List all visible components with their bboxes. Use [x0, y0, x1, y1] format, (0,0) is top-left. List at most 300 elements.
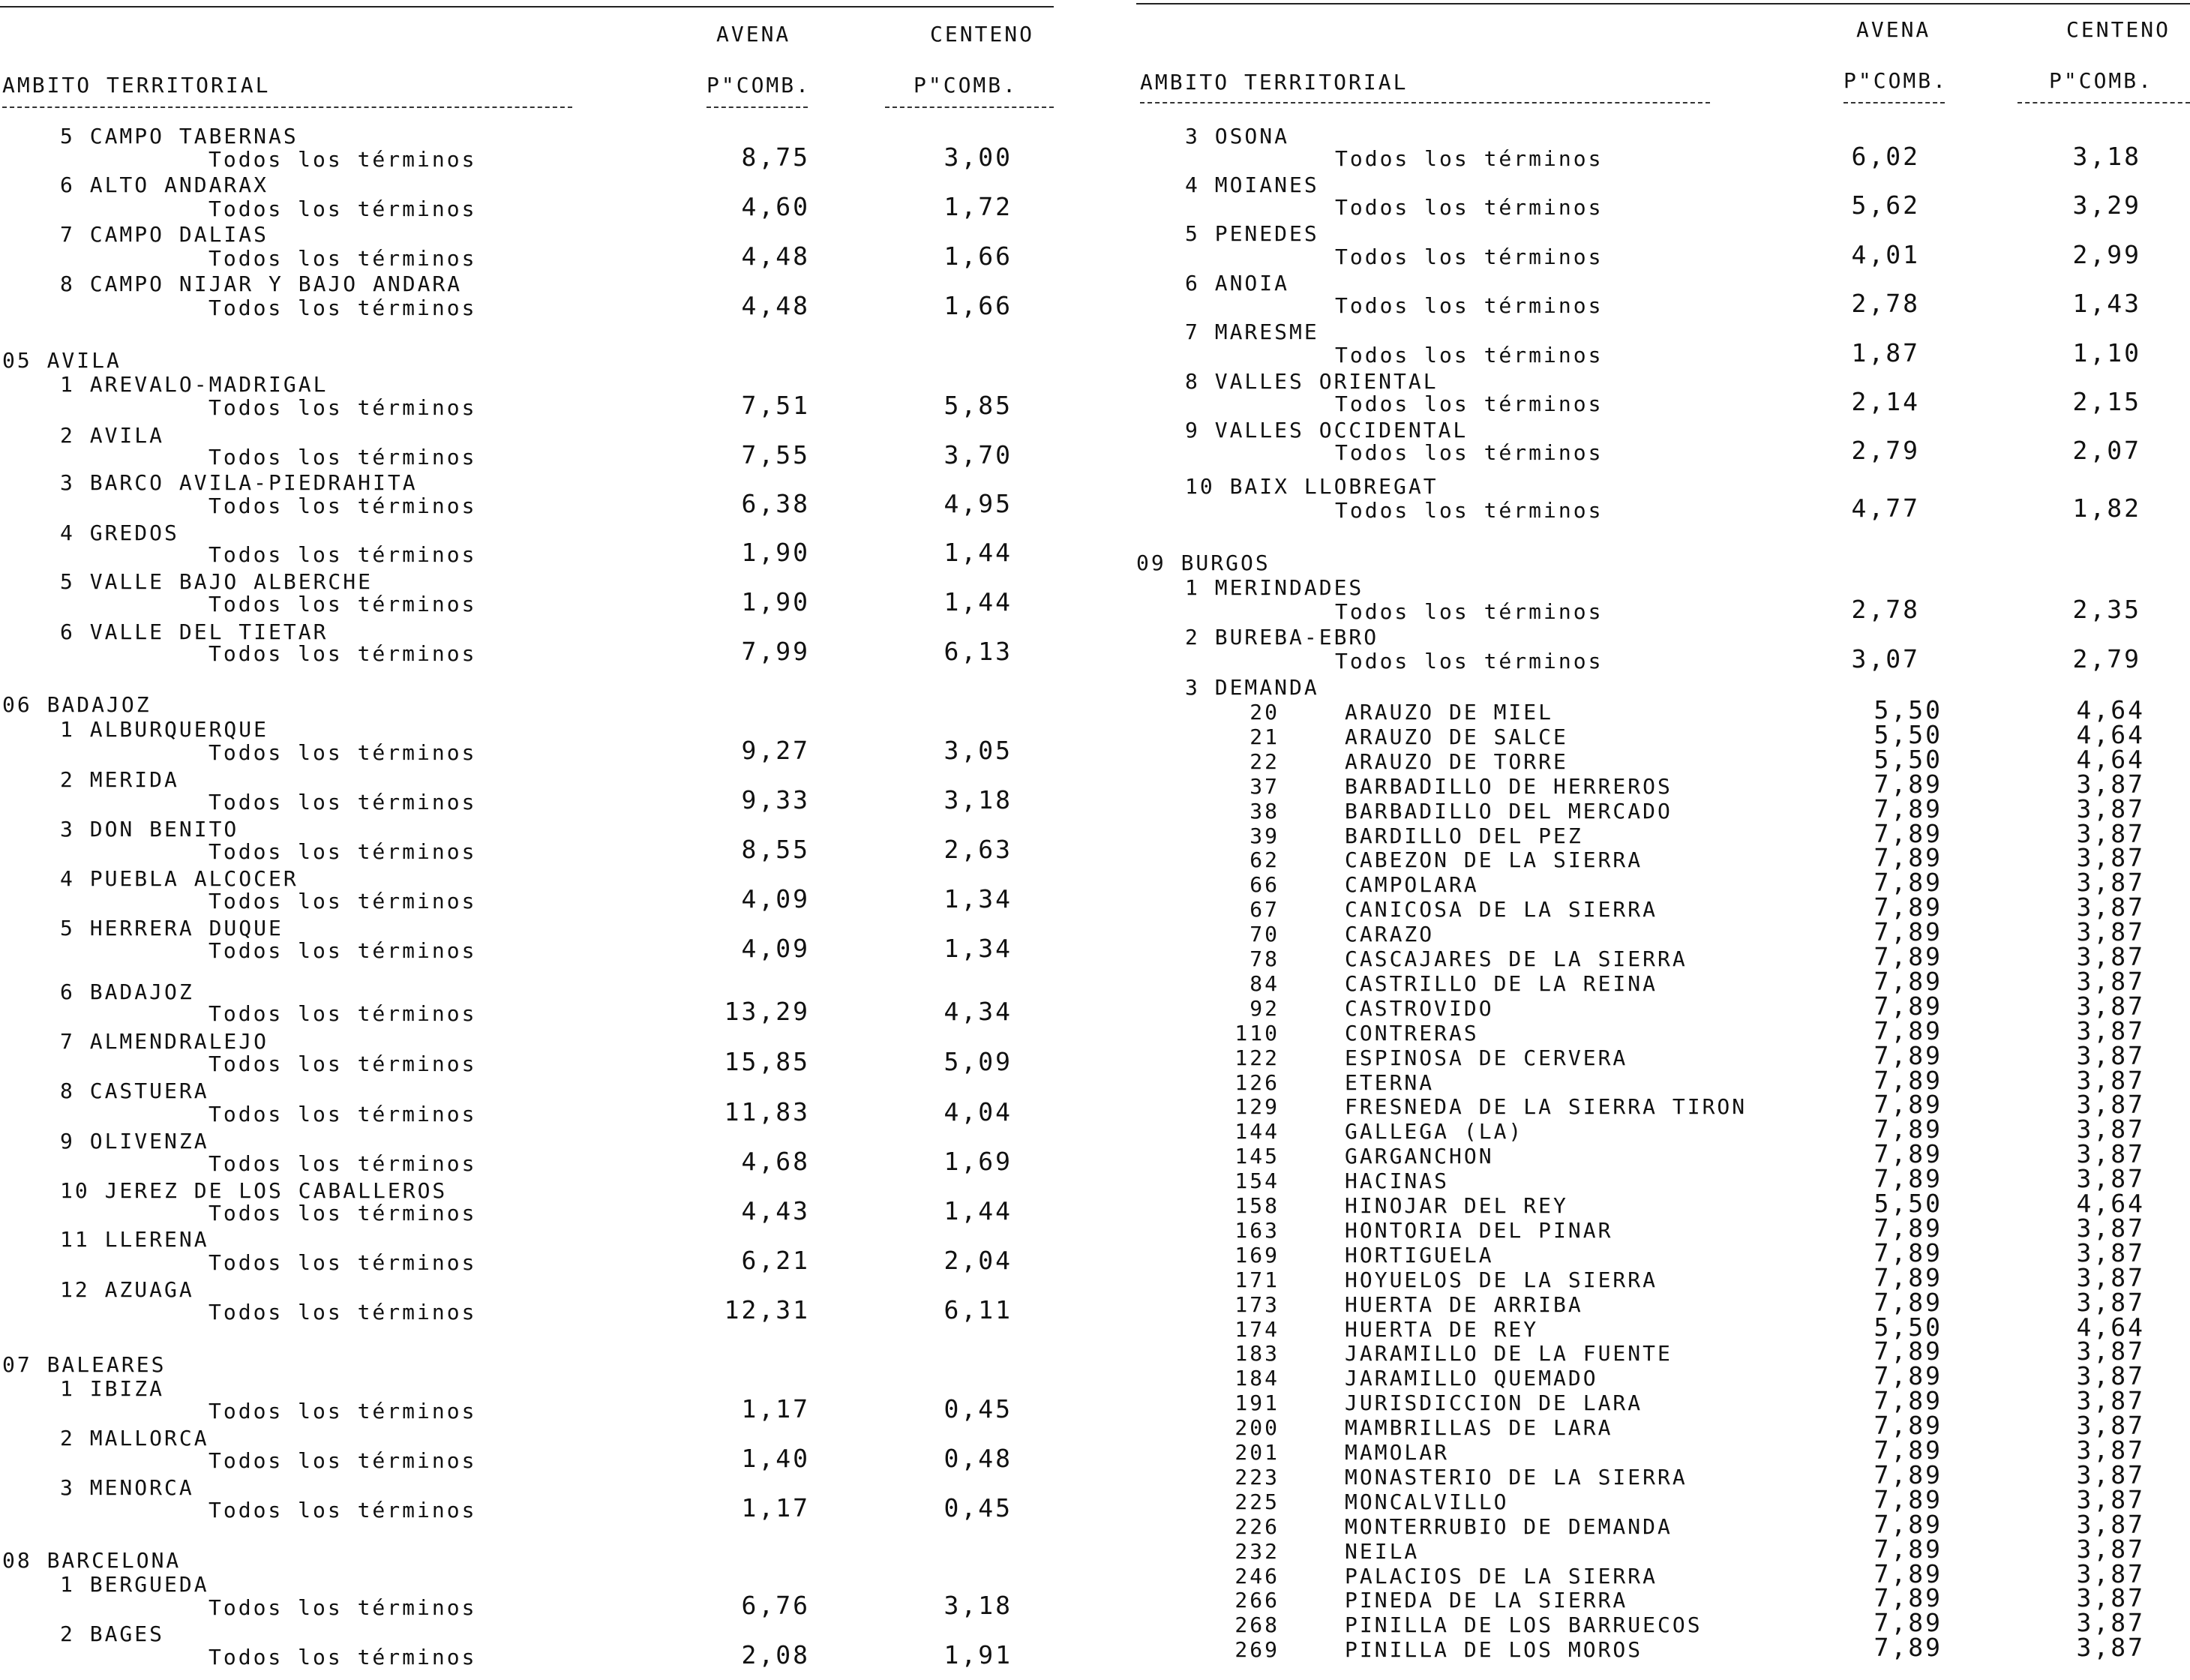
municipio-name: HUERTA DE REY [1345, 1317, 1539, 1342]
municipio-avena: 7,89 [1874, 1608, 1942, 1637]
province-heading: 08 BARCELONA [2, 1548, 182, 1573]
municipio-code: 39 [1250, 824, 1280, 848]
terminos-label: Todos los términos [208, 494, 477, 518]
comarca-heading: 10 JEREZ DE LOS CABALLEROS [60, 1178, 448, 1203]
municipio-avena: 7,89 [1874, 1288, 1942, 1317]
municipio-avena: 7,89 [1874, 1361, 1942, 1390]
municipio-avena: 7,89 [1874, 1139, 1942, 1168]
municipio-name: ETERNA [1345, 1070, 1435, 1095]
municipio-code: 225 [1234, 1490, 1280, 1514]
terminos-label: Todos los términos [208, 1595, 477, 1620]
municipio-name: HACINAS [1345, 1168, 1450, 1193]
centeno-value: 2,35 [2072, 595, 2141, 624]
municipio-centeno: 4,64 [2076, 720, 2145, 749]
comarca-heading: 9 VALLES OCCIDENTAL [1185, 418, 1468, 442]
comarca-heading: 3 DEMANDA [1185, 675, 1319, 700]
terminos-label: Todos los términos [208, 1001, 477, 1026]
municipio-centeno: 3,87 [2076, 942, 2145, 971]
avena-value: 2,14 [1851, 387, 1920, 416]
municipio-centeno: 3,87 [2076, 1336, 2145, 1366]
terminos-label: Todos los términos [208, 790, 477, 814]
municipio-avena: 7,89 [1874, 1485, 1942, 1514]
avena-value: 2,08 [741, 1640, 810, 1670]
avena-value: 3,07 [1851, 644, 1920, 674]
avena-value: 7,55 [741, 440, 810, 470]
municipio-code: 266 [1234, 1588, 1280, 1612]
centeno-value: 4,95 [944, 489, 1012, 518]
municipio-code: 246 [1234, 1564, 1280, 1588]
province-heading: 09 BURGOS [1136, 550, 1270, 575]
municipio-centeno: 3,87 [2076, 1361, 2145, 1390]
comarca-heading: 1 AREVALO-MADRIGAL [60, 372, 328, 397]
municipio-name: HINOJAR DEL REY [1345, 1193, 1568, 1218]
terminos-label: Todos los términos [208, 395, 477, 420]
municipio-avena: 7,89 [1874, 1436, 1942, 1465]
municipio-code: 171 [1234, 1268, 1280, 1292]
municipio-code: 191 [1234, 1390, 1280, 1415]
municipio-code: 22 [1250, 749, 1280, 774]
right-header-avena: AVENA [1856, 17, 1931, 42]
left-header-avena: AVENA [716, 22, 791, 46]
terminos-label: Todos los términos [208, 889, 477, 914]
centeno-value: 1,10 [2072, 338, 2141, 368]
centeno-value: 1,91 [944, 1640, 1012, 1670]
terminos-label: Todos los términos [208, 740, 477, 765]
municipio-avena: 5,50 [1874, 1312, 1942, 1342]
municipio-centeno: 4,64 [2076, 1189, 2145, 1218]
terminos-label: Todos los términos [208, 296, 477, 320]
terminos-label: Todos los términos [208, 1399, 477, 1424]
right-header-centeno: CENTENO [2066, 17, 2171, 42]
municipio-avena: 7,89 [1874, 1090, 1942, 1119]
avena-value: 2,78 [1851, 289, 1920, 318]
right-header-pcomb-centeno: P"COMB. [2049, 68, 2154, 93]
centeno-value: 4,04 [944, 1097, 1012, 1126]
municipio-centeno: 3,87 [2076, 1510, 2145, 1539]
municipio-name: PINILLA DE LOS BARRUECOS [1345, 1612, 1702, 1637]
terminos-label: Todos los términos [1335, 649, 1604, 674]
municipio-centeno: 3,87 [2076, 1090, 2145, 1119]
centeno-value: 5,85 [944, 391, 1012, 420]
comarca-heading: 6 VALLE DEL TIETAR [60, 620, 328, 644]
centeno-value: 2,99 [2072, 240, 2141, 269]
municipio-avena: 7,89 [1874, 794, 1942, 824]
municipio-avena: 7,89 [1874, 1559, 1942, 1588]
municipio-centeno: 3,87 [2076, 794, 2145, 824]
comarca-heading: 6 ALTO ANDARAX [60, 172, 269, 197]
municipio-avena: 7,89 [1874, 992, 1942, 1021]
left-ambito-underline [2, 106, 572, 108]
terminos-label: Todos los términos [208, 1201, 477, 1226]
comarca-heading: 1 BERGUEDA [60, 1572, 209, 1597]
municipio-centeno: 3,87 [2076, 1263, 2145, 1292]
municipio-code: 145 [1234, 1144, 1280, 1168]
left-header-pcomb-avena: P"COMB. [706, 73, 812, 98]
centeno-value: 0,45 [944, 1394, 1012, 1424]
municipio-avena: 7,89 [1874, 967, 1942, 996]
centeno-value: 1,44 [944, 587, 1012, 616]
municipio-name: CASCAJARES DE LA SIERRA [1345, 946, 1688, 971]
municipio-name: MAMBRILLAS DE LARA [1345, 1415, 1613, 1440]
comarca-heading: 4 GREDOS [60, 520, 179, 545]
terminos-label: Todos los términos [1335, 195, 1604, 220]
municipio-code: 169 [1234, 1243, 1280, 1268]
municipio-centeno: 3,87 [2076, 868, 2145, 897]
municipio-centeno: 3,87 [2076, 1485, 2145, 1514]
municipio-avena: 5,50 [1874, 695, 1942, 724]
avena-value: 6,21 [741, 1246, 810, 1275]
comarca-heading: 8 CASTUERA [60, 1078, 209, 1103]
municipio-avena: 7,89 [1874, 868, 1942, 897]
centeno-value: 3,18 [2072, 142, 2141, 171]
municipio-avena: 7,89 [1874, 1238, 1942, 1268]
municipio-avena: 7,89 [1874, 917, 1942, 946]
terminos-label: Todos los términos [208, 938, 477, 963]
municipio-avena: 7,89 [1874, 1633, 1942, 1662]
municipio-avena: 7,89 [1874, 1336, 1942, 1366]
municipio-avena: 7,89 [1874, 1114, 1942, 1144]
municipio-code: 223 [1234, 1465, 1280, 1490]
municipio-code: 78 [1250, 946, 1280, 971]
comarca-heading: 2 MALLORCA [60, 1426, 209, 1450]
terminos-label: Todos los términos [208, 542, 477, 567]
municipio-name: HOYUELOS DE LA SIERRA [1345, 1268, 1658, 1292]
municipio-code: 232 [1234, 1539, 1280, 1564]
centeno-value: 0,45 [944, 1493, 1012, 1522]
comarca-heading: 1 ALBURQUERQUE [60, 717, 269, 742]
comarca-heading: 7 CAMPO DALIAS [60, 222, 269, 247]
avena-value: 15,85 [724, 1047, 810, 1076]
comarca-heading: 7 ALMENDRALEJO [60, 1029, 269, 1054]
avena-value: 9,27 [741, 736, 810, 765]
municipio-name: MONCALVILLO [1345, 1490, 1509, 1514]
municipio-code: 144 [1234, 1119, 1280, 1144]
terminos-label: Todos los términos [1335, 599, 1604, 624]
municipio-name: CASTROVIDO [1345, 996, 1494, 1021]
comarca-heading: 9 OLIVENZA [60, 1129, 209, 1154]
terminos-label: Todos los términos [208, 147, 477, 172]
comarca-heading: 5 HERRERA DUQUE [60, 916, 284, 940]
terminos-label: Todos los términos [1335, 498, 1604, 523]
comarca-heading: 8 VALLES ORIENTAL [1185, 369, 1438, 394]
right-header-ambito: AMBITO TERRITORIAL [1140, 70, 1408, 94]
avena-value: 1,90 [741, 587, 810, 616]
municipio-centeno: 3,87 [2076, 1608, 2145, 1637]
municipio-avena: 7,89 [1874, 1510, 1942, 1539]
municipio-name: HORTIGUELA [1345, 1243, 1494, 1268]
municipio-name: CASTRILLO DE LA REINA [1345, 971, 1658, 996]
terminos-label: Todos los términos [208, 1498, 477, 1522]
municipio-code: 174 [1234, 1317, 1280, 1342]
left-centeno-underline [885, 106, 1054, 108]
terminos-label: Todos los términos [208, 641, 477, 666]
terminos-label: Todos los términos [208, 1250, 477, 1275]
municipio-code: 62 [1250, 848, 1280, 872]
comarca-heading: 7 MARESME [1185, 320, 1319, 344]
centeno-value: 2,07 [2072, 436, 2141, 465]
right-centeno-underline [2018, 102, 2190, 104]
right-header-pcomb-avena: P"COMB. [1844, 68, 1948, 93]
terminos-label: Todos los términos [1335, 392, 1604, 416]
centeno-value: 3,05 [944, 736, 1012, 765]
municipio-name: BARDILLO DEL PEZ [1345, 824, 1583, 848]
municipio-avena: 7,89 [1874, 1016, 1942, 1046]
municipio-code: 154 [1234, 1168, 1280, 1193]
municipio-name: FRESNEDA DE LA SIERRA TIRON [1345, 1094, 1748, 1119]
municipio-name: PALACIOS DE LA SIERRA [1345, 1564, 1658, 1588]
avena-value: 1,40 [741, 1444, 810, 1473]
comarca-heading: 6 BADAJOZ [60, 980, 194, 1004]
municipio-centeno: 3,87 [2076, 1386, 2145, 1415]
comarca-heading: 1 MERINDADES [1185, 575, 1364, 600]
municipio-centeno: 3,87 [2076, 1114, 2145, 1144]
municipio-avena: 5,50 [1874, 720, 1942, 749]
avena-value: 13,29 [724, 997, 810, 1026]
municipio-code: 37 [1250, 774, 1280, 799]
avena-value: 6,76 [741, 1591, 810, 1620]
terminos-label: Todos los términos [1335, 440, 1604, 465]
left-header-centeno: CENTENO [930, 22, 1035, 46]
municipio-centeno: 3,87 [2076, 1436, 2145, 1465]
municipio-code: 201 [1234, 1440, 1280, 1465]
centeno-value: 3,70 [944, 440, 1012, 470]
municipio-avena: 5,50 [1874, 745, 1942, 774]
municipio-centeno: 4,64 [2076, 745, 2145, 774]
comarca-heading: 3 DON BENITO [60, 817, 239, 842]
municipio-centeno: 3,87 [2076, 1164, 2145, 1193]
municipio-code: 84 [1250, 971, 1280, 996]
municipio-avena: 7,89 [1874, 770, 1942, 799]
avena-value: 6,02 [1851, 142, 1920, 171]
municipio-centeno: 3,87 [2076, 992, 2145, 1021]
province-heading: 07 BALEARES [2, 1352, 166, 1377]
right-avena-underline [1844, 102, 1945, 104]
comarca-heading: 3 OSONA [1185, 124, 1290, 148]
terminos-label: Todos los términos [208, 1300, 477, 1324]
comarca-heading: 2 AVILA [60, 423, 165, 448]
municipio-name: BARBADILLO DEL MERCADO [1345, 799, 1672, 824]
municipio-centeno: 3,87 [2076, 1559, 2145, 1588]
municipio-centeno: 3,87 [2076, 1460, 2145, 1490]
municipio-centeno: 3,87 [2076, 770, 2145, 799]
municipio-name: ARAUZO DE TORRE [1345, 749, 1568, 774]
municipio-code: 110 [1234, 1021, 1280, 1046]
municipio-name: HONTORIA DEL PINAR [1345, 1218, 1613, 1243]
municipio-name: NEILA [1345, 1539, 1420, 1564]
centeno-value: 3,29 [2072, 190, 2141, 220]
centeno-value: 2,79 [2072, 644, 2141, 674]
municipio-name: PINEDA DE LA SIERRA [1345, 1588, 1628, 1612]
terminos-label: Todos los términos [1335, 343, 1604, 368]
centeno-value: 2,04 [944, 1246, 1012, 1275]
comarca-heading: 5 VALLE BAJO ALBERCHE [60, 569, 374, 594]
centeno-value: 1,34 [944, 884, 1012, 914]
right-top-rule [1136, 3, 2190, 4]
terminos-label: Todos los términos [1335, 146, 1604, 171]
comarca-heading: 4 PUEBLA ALCOCER [60, 866, 298, 891]
left-top-rule [0, 6, 1054, 8]
municipio-name: JARAMILLO QUEMADO [1345, 1366, 1598, 1390]
municipio-code: 183 [1234, 1341, 1280, 1366]
avena-value: 1,90 [741, 538, 810, 567]
municipio-code: 126 [1234, 1070, 1280, 1095]
municipio-code: 38 [1250, 799, 1280, 824]
municipio-name: BARBADILLO DE HERREROS [1345, 774, 1672, 799]
municipio-name: CANICOSA DE LA SIERRA [1345, 897, 1658, 922]
avena-value: 4,60 [741, 192, 810, 221]
comarca-heading: 3 MENORCA [60, 1475, 194, 1500]
centeno-value: 3,00 [944, 142, 1012, 172]
municipio-centeno: 3,87 [2076, 1534, 2145, 1564]
municipio-avena: 7,89 [1874, 1386, 1942, 1415]
comarca-heading: 1 IBIZA [60, 1376, 165, 1401]
municipio-avena: 7,89 [1874, 892, 1942, 922]
municipio-name: CARAZO [1345, 922, 1435, 946]
avena-value: 7,51 [741, 391, 810, 420]
avena-value: 1,17 [741, 1394, 810, 1424]
avena-value: 2,79 [1851, 436, 1920, 465]
centeno-value: 1,72 [944, 192, 1012, 221]
centeno-value: 1,44 [944, 1196, 1012, 1226]
province-heading: 05 AVILA [2, 348, 122, 373]
municipio-centeno: 3,87 [2076, 1238, 2145, 1268]
municipio-avena: 7,89 [1874, 1534, 1942, 1564]
municipio-avena: 7,89 [1874, 1041, 1942, 1070]
municipio-code: 21 [1250, 724, 1280, 749]
comarca-heading: 3 BARCO AVILA-PIEDRAHITA [60, 470, 418, 495]
centeno-value: 1,66 [944, 242, 1012, 271]
municipio-centeno: 4,64 [2076, 695, 2145, 724]
municipio-code: 122 [1234, 1046, 1280, 1070]
municipio-name: CABEZON DE LA SIERRA [1345, 848, 1643, 872]
centeno-value: 6,11 [944, 1295, 1012, 1324]
municipio-centeno: 3,87 [2076, 892, 2145, 922]
municipio-centeno: 3,87 [2076, 1214, 2145, 1243]
comarca-heading: 2 MERIDA [60, 767, 179, 792]
municipio-code: 158 [1234, 1193, 1280, 1218]
municipio-avena: 5,50 [1874, 1189, 1942, 1218]
avena-value: 5,62 [1851, 190, 1920, 220]
comarca-heading: 11 LLERENA [60, 1227, 209, 1252]
terminos-label: Todos los términos [208, 1448, 477, 1473]
municipio-code: 163 [1234, 1218, 1280, 1243]
municipio-name: CAMPOLARA [1345, 872, 1479, 897]
municipio-avena: 7,89 [1874, 1214, 1942, 1243]
municipio-avena: 7,89 [1874, 843, 1942, 872]
municipio-name: GARGANCHON [1345, 1144, 1494, 1168]
municipio-code: 20 [1250, 700, 1280, 724]
municipio-name: ARAUZO DE MIEL [1345, 700, 1554, 724]
avena-value: 8,55 [741, 835, 810, 864]
municipio-code: 92 [1250, 996, 1280, 1021]
terminos-label: Todos los términos [208, 839, 477, 864]
comarca-heading: 6 ANOIA [1185, 271, 1290, 296]
municipio-name: CONTRERAS [1345, 1021, 1479, 1046]
terminos-label: Todos los términos [1335, 244, 1604, 269]
municipio-code: 200 [1234, 1415, 1280, 1440]
municipio-avena: 7,89 [1874, 1263, 1942, 1292]
left-header-pcomb-centeno: P"COMB. [914, 73, 1018, 98]
terminos-label: Todos los términos [1335, 293, 1604, 318]
municipio-centeno: 3,87 [2076, 1016, 2145, 1046]
municipio-name: HUERTA DE ARRIBA [1345, 1292, 1583, 1317]
centeno-value: 1,34 [944, 934, 1012, 963]
municipio-centeno: 3,87 [2076, 819, 2145, 848]
centeno-value: 4,34 [944, 997, 1012, 1026]
municipio-centeno: 3,87 [2076, 843, 2145, 872]
centeno-value: 5,09 [944, 1047, 1012, 1076]
municipio-avena: 7,89 [1874, 1583, 1942, 1612]
terminos-label: Todos los términos [208, 445, 477, 470]
municipio-code: 70 [1250, 922, 1280, 946]
avena-value: 4,68 [741, 1147, 810, 1176]
municipio-avena: 7,89 [1874, 1164, 1942, 1193]
centeno-value: 1,82 [2072, 494, 2141, 523]
avena-value: 11,83 [724, 1097, 810, 1126]
left-header-ambito: AMBITO TERRITORIAL [2, 73, 271, 98]
municipio-name: MAMOLAR [1345, 1440, 1450, 1465]
avena-value: 8,75 [741, 142, 810, 172]
terminos-label: Todos los términos [208, 1052, 477, 1076]
centeno-value: 2,63 [944, 835, 1012, 864]
avena-value: 1,87 [1851, 338, 1920, 368]
municipio-code: 67 [1250, 897, 1280, 922]
municipio-name: JURISDICCION DE LARA [1345, 1390, 1643, 1415]
municipio-code: 66 [1250, 872, 1280, 897]
municipio-centeno: 3,87 [2076, 967, 2145, 996]
terminos-label: Todos los términos [208, 1645, 477, 1670]
municipio-code: 184 [1234, 1366, 1280, 1390]
municipio-centeno: 3,87 [2076, 1633, 2145, 1662]
avena-value: 4,01 [1851, 240, 1920, 269]
municipio-centeno: 3,87 [2076, 1139, 2145, 1168]
municipio-avena: 7,89 [1874, 819, 1942, 848]
municipio-avena: 7,89 [1874, 1460, 1942, 1490]
terminos-label: Todos los términos [208, 592, 477, 616]
municipio-centeno: 3,87 [2076, 1288, 2145, 1317]
municipio-code: 268 [1234, 1612, 1280, 1637]
municipio-centeno: 3,87 [2076, 1041, 2145, 1070]
province-heading: 06 BADAJOZ [2, 692, 152, 717]
centeno-value: 3,18 [944, 1591, 1012, 1620]
municipio-centeno: 3,87 [2076, 917, 2145, 946]
municipio-name: MONASTERIO DE LA SIERRA [1345, 1465, 1688, 1490]
right-ambito-underline [1140, 102, 1710, 104]
avena-value: 4,43 [741, 1196, 810, 1226]
avena-value: 1,17 [741, 1493, 810, 1522]
comarca-heading: 2 BAGES [60, 1622, 165, 1646]
municipio-avena: 7,89 [1874, 1411, 1942, 1440]
avena-value: 4,48 [741, 291, 810, 320]
municipio-code: 173 [1234, 1292, 1280, 1317]
centeno-value: 3,18 [944, 785, 1012, 814]
comarca-heading: 2 BUREBA-EBRO [1185, 625, 1379, 650]
centeno-value: 0,48 [944, 1444, 1012, 1473]
terminos-label: Todos los términos [208, 1102, 477, 1126]
terminos-label: Todos los términos [208, 1151, 477, 1176]
municipio-name: MONTERRUBIO DE DEMANDA [1345, 1514, 1672, 1539]
avena-value: 4,09 [741, 884, 810, 914]
avena-value: 7,99 [741, 637, 810, 666]
centeno-value: 1,43 [2072, 289, 2141, 318]
comarca-heading: 4 MOIANES [1185, 172, 1319, 197]
centeno-value: 1,66 [944, 291, 1012, 320]
terminos-label: Todos los términos [208, 196, 477, 221]
municipio-centeno: 3,87 [2076, 1066, 2145, 1095]
municipio-code: 269 [1234, 1637, 1280, 1662]
municipio-name: ESPINOSA DE CERVERA [1345, 1046, 1628, 1070]
municipio-code: 226 [1234, 1514, 1280, 1539]
